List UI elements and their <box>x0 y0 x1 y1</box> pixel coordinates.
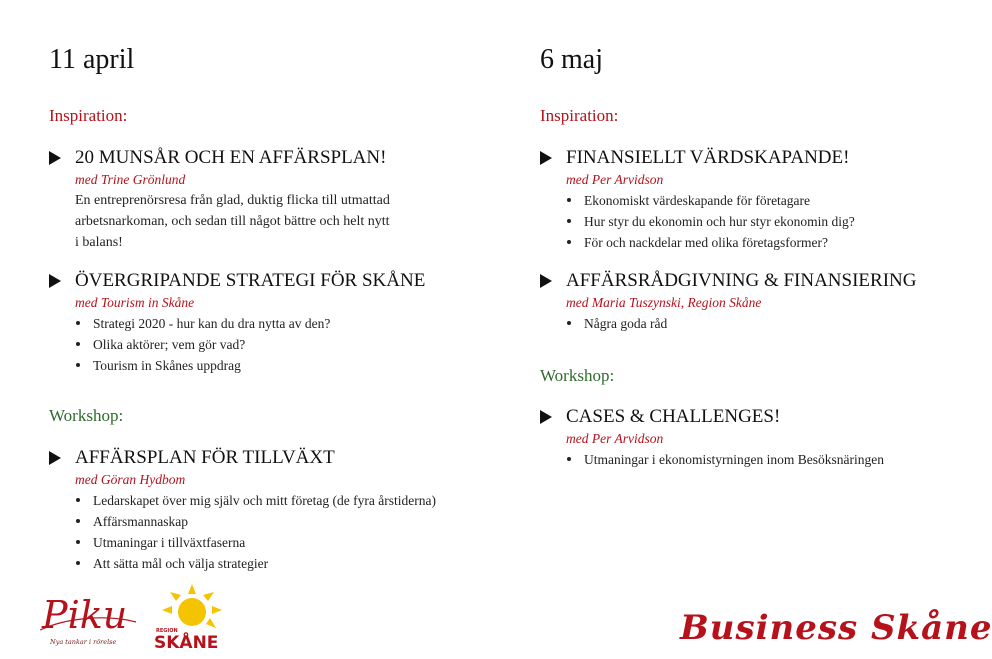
list-item: Utmaningar i tillväxtfaserna <box>49 532 489 553</box>
bullet-list <box>540 449 950 470</box>
speaker: med Trine Grönlund <box>75 172 186 187</box>
session-block <box>49 147 489 253</box>
bullet-list <box>49 313 489 376</box>
workshop-label: Workshop: <box>49 406 124 425</box>
bullet-dot-icon <box>76 363 80 367</box>
list-item: Utmaningar i ekonomistyrningen inom Besöksnäringen <box>540 449 950 470</box>
piku-logo <box>36 588 140 655</box>
piku-logo-graphic <box>36 588 140 650</box>
list-item: Några goda råd <box>540 313 950 334</box>
date-heading: 6 maj <box>540 44 603 75</box>
session-title: AFFÄRSRÅDGIVNING & FINANSIERING <box>540 270 950 292</box>
date-heading: 11 april <box>49 44 135 75</box>
list-item: Ekonomiskt värdeskapande för företagare <box>540 190 950 211</box>
session-description: En entreprenörsresa från glad, duktig flicka till utmattad arbetsnarkoman, och sedan till något bättre och helt nytt i balans! <box>75 193 390 250</box>
svg-text:SKÅNE: SKÅNE <box>154 633 219 653</box>
bullet-dot-icon <box>567 457 571 461</box>
svg-text:REGION: REGION <box>156 628 178 634</box>
bullet-dot-icon <box>567 198 571 202</box>
session-title: 20 MUNSÅR OCH EN AFFÄRSPLAN! <box>49 147 489 169</box>
session-block <box>540 147 950 253</box>
region-skane-logo <box>152 584 228 657</box>
list-item: Att sätta mål och välja strategier <box>49 553 489 574</box>
bullet-dot-icon <box>567 321 571 325</box>
list-item: Ledarskapet över mig själv och mitt företag (de fyra årstiderna) <box>49 490 489 511</box>
session-block <box>49 447 489 574</box>
session-title: ÖVERGRIPANDE STRATEGI FÖR SKÅNE <box>49 270 489 292</box>
workshop-label: Workshop: <box>540 366 615 385</box>
triangle-bullet-icon <box>540 151 552 165</box>
list-item: Strategi 2020 - hur kan du dra nytta av den? <box>49 313 489 334</box>
speaker: med Per Arvidson <box>566 172 664 187</box>
session-block <box>540 270 950 334</box>
session-title: FINANSIELLT VÄRDSKAPANDE! <box>540 147 950 169</box>
list-item: Tourism in Skånes uppdrag <box>49 355 489 376</box>
session-title: AFFÄRSPLAN FÖR TILLVÄXT <box>49 447 489 469</box>
bullet-list <box>49 490 489 574</box>
speaker: med Maria Tuszynski, Region Skåne <box>566 295 762 310</box>
bullet-dot-icon <box>76 561 80 565</box>
triangle-bullet-icon <box>540 410 552 424</box>
triangle-bullet-icon <box>49 274 61 288</box>
inspiration-label: Inspiration: <box>540 106 619 125</box>
bullet-dot-icon <box>76 321 80 325</box>
speaker: med Per Arvidson <box>566 431 664 446</box>
bullet-dot-icon <box>76 519 80 523</box>
svg-text:Nya tankar i rörelse: Nya tankar i rörelse <box>50 638 117 646</box>
session-block <box>49 270 489 376</box>
inspiration-label: Inspiration: <box>49 106 128 125</box>
triangle-bullet-icon <box>540 274 552 288</box>
bullet-list <box>540 190 950 253</box>
bullet-dot-icon <box>76 342 80 346</box>
list-item: Olika aktörer; vem gör vad? <box>49 334 489 355</box>
session-title: CASES & CHALLENGES! <box>540 406 950 428</box>
bullet-dot-icon <box>76 498 80 502</box>
business-skane-logo: Business Skåne <box>680 608 992 648</box>
list-item: För och nackdelar med olika företagsformer? <box>540 232 950 253</box>
speaker: med Tourism in Skåne <box>75 295 195 310</box>
speaker: med Göran Hydbom <box>75 472 186 487</box>
triangle-bullet-icon <box>49 451 61 465</box>
region-skane-logo-graphic <box>152 584 228 652</box>
svg-text:Piku: Piku <box>42 593 128 637</box>
list-item: Hur styr du ekonomin och hur styr ekonomin dig? <box>540 211 950 232</box>
list-item: Affärsmannaskap <box>49 511 489 532</box>
triangle-bullet-icon <box>49 151 61 165</box>
bullet-dot-icon <box>567 219 571 223</box>
bullet-dot-icon <box>76 540 80 544</box>
bullet-list <box>540 313 950 334</box>
bullet-dot-icon <box>567 240 571 244</box>
session-block <box>540 406 950 470</box>
